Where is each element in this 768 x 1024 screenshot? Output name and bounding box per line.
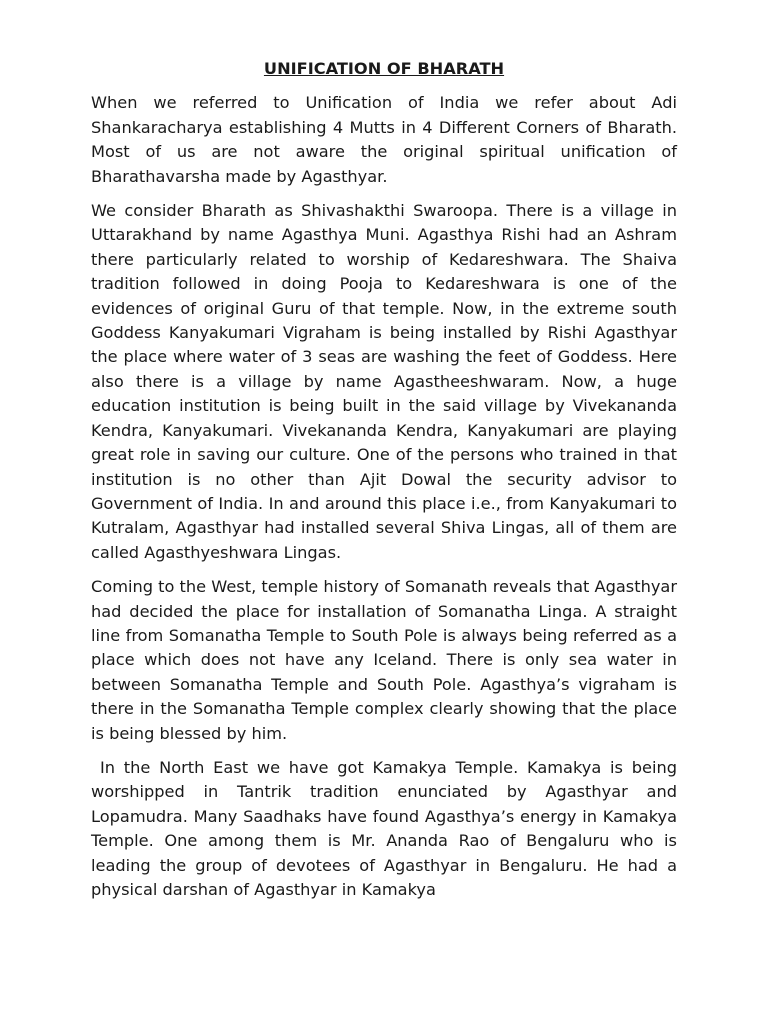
paragraph-3: Coming to the West, temple history of Somanath reveals that Agasthyar had decided the place for installation of Somanatha Linga. A straight line from Somanatha Temple to South Pole is always being referred as a place which does not have any Iceland. There is only sea water in between Somanatha Temple and South Pole. Agasthya’s vigraham is there in the Somanatha Temple complex clearly showing that the place is being blessed by him. (91, 577, 677, 743)
document-title: UNIFICATION OF BHARATH (263, 59, 505, 78)
paragraph-4: In the North East we have got Kamakya Temple. Kamakya is being worshipped in Tantrik tradition enunciated by Agasthyar and Lopamudra. Many Saadhaks have found Agasthya’s energy in Kamakya Temple. One among them is Mr. Ananda Rao of Bengaluru who is leading the group of devotees of Agasthyar in Bengaluru. He had a physical darshan of Agasthyar in Kamakya (91, 757, 677, 899)
paragraph-1: When we referred to Unification of India we refer about Adi Shankaracharya establishing 4 Mutts in 4 Different Corners of Bharath. Most of us are not aware the original spiritual unification of Bharathavarsha made by Agasthyar. (91, 93, 677, 186)
document-body (91, 57, 677, 912)
paragraph-2: We consider Bharath as Shivashakthi Swaroopa. There is a village in Uttarakhand by name Agasthya Muni. Agasthya Rishi had an Ashram there particularly related to worship of Kedareshwara. The Shaiva tradition followed in doing Pooja to Kedareshwara is one of the evidences of original Guru of that temple. Now, in the extreme south Goddess Kanyakumari Vigraham is being installed by Rishi Agasthyar the place where water of 3 seas are washing the feet of Goddess. Here also there is a village by name Agastheeshwaram. Now, a huge education institution is being built in the said village by Vivekananda Kendra, Kanyakumari. Vivekananda Kendra, Kanyakumari are playing great role in saving our culture. One of the persons who trained in that institution is no other than Ajit Dowal the security advisor to Government of India. In and around this place i.e., from Kanyakumari to Kutralam, Agasthyar had installed several Shiva Lingas, all of them are called Agasthyeshwara Lingas. (91, 201, 677, 562)
